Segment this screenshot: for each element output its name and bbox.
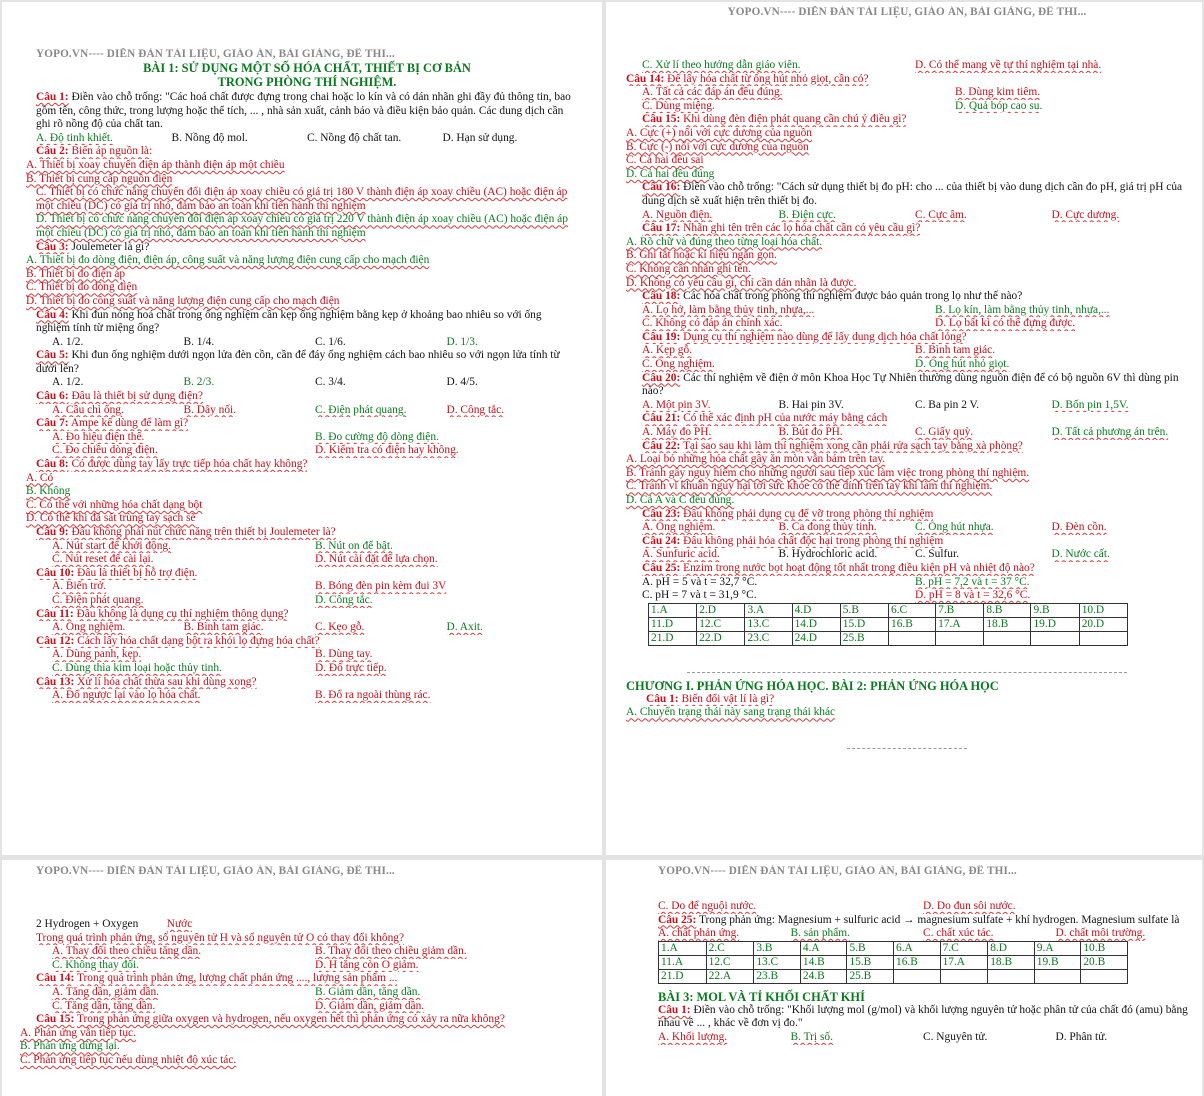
option-d[interactable]: D. Giảm dần, giảm dần.	[315, 999, 425, 1012]
chapter-title: CHƯƠNG I. PHẢN ỨNG HÓA HỌC. BÀI 2: PHẢN ỨNG HÓA HỌC	[626, 678, 999, 693]
answer-cell: 10.D	[1079, 603, 1127, 617]
option-c[interactable]: C. Thiết bị có chức năng chuyển đổi điện áp xoay chiều có giá trị 180 V thành điện áp xoay chiều (AC) hoặc điện áp một chiều (DC) có giá trị nhỏ, đảm bảo an toàn khi tiến hành thí nghiệm	[36, 186, 568, 212]
answer-cell: 13.C	[754, 955, 801, 969]
question-3: Câu 3: Joulemeter là gì?	[36, 240, 150, 253]
answer-cell: 1.A	[659, 941, 707, 955]
option-d[interactable]: D. chất môi trường.	[1055, 927, 1146, 940]
answer-cell: 9.B	[1031, 603, 1079, 617]
question-13: Câu 13: Xử lí hóa chất thừa sau khi dùng xong?	[36, 675, 257, 688]
option-c[interactable]: C. Do để nguội nước.	[658, 900, 757, 912]
question-9: Câu 9: Đâu không phải nút chức năng trên thiết bị Joulemeter là?	[36, 526, 336, 538]
option-a[interactable]: A. Lọ hở, làm bằng thủy tinh, nhựa,...	[642, 303, 815, 316]
option-c[interactable]: C. chất xúc tác.	[923, 927, 994, 940]
question-4-options	[36, 336, 578, 350]
question-25: Câu 25: Trong phản ứng: Magnesium + sulfuric acid → magnesium sulfate + khí hydrogen. Magnesium sulfate là	[658, 913, 1180, 926]
answer-cell: 2.D	[697, 603, 745, 617]
answer-row	[659, 941, 1128, 955]
option-b[interactable]: B. Hydrochloric acid.	[778, 548, 878, 561]
option-b[interactable]: B. Cực (-) nối với cực dương của nguồn	[626, 140, 809, 153]
lesson-subtitle: TRONG PHÒNG THÍ NGHIỆM.	[217, 75, 397, 89]
answer-cell	[1079, 631, 1127, 645]
question-11: Câu 11: Đâu không là dụng cụ thí nghiệm thông dụng?	[36, 607, 289, 620]
option-b[interactable]: B. Ca đong thủy tinh.	[778, 521, 877, 534]
option-d[interactable]: D. pH = 8 và t = 32,6 °C.	[915, 589, 1031, 602]
question-12: Câu 12: Cách lấy hóa chất dạng bột ra khỏi lọ đựng hóa chất?	[36, 634, 320, 647]
answer-cell	[936, 631, 984, 645]
option-a[interactable]: A. Tăng dần, giảm dần.	[52, 985, 160, 998]
option-a[interactable]: A. Thiết bị xoay chuyển điện áp thành điện áp một chiều	[26, 158, 285, 171]
question-4: Câu 4: Khi đun nóng hoá chất trong ống nghiệm cần kẹp ống nghiệm bằng kẹp ở khoảng bao nhiêu so với ống nghiệm tính từ miệng ống?	[36, 308, 542, 335]
option-b[interactable]: B. Điện cực.	[778, 208, 836, 221]
option-b[interactable]: B. Nồng độ mol.	[171, 131, 248, 144]
answer-cell: 2.C	[706, 941, 754, 955]
answer-row	[649, 617, 1128, 631]
question-12-options	[36, 648, 578, 662]
option-b[interactable]: B. Nút on để bật.	[315, 539, 393, 552]
option-a[interactable]: A. Loại bỏ những hóa chất gây ăn mòn vẫn bám trên tay.	[626, 453, 886, 466]
question-6: Câu 6: Đâu là thiết bị sử dụng điện?	[36, 390, 203, 403]
question-7: Câu 7: Ampe kế dùng để làm gì?	[36, 417, 189, 430]
option-d[interactable]: D. Đèn cồn.	[1051, 521, 1107, 534]
option-c[interactable]: C. Ống nghiệm.	[642, 358, 715, 371]
option-d[interactable]: D. Thiết bị có chức năng chuyển đổi điện áp xoay chiều có giá trị 220 V thành điện áp xoay chiều (AC) hoặc điện áp một chiều (DC) có giá trị nhỏ, đảm bảo an toàn khi tiến hành thí nghiệm	[36, 213, 568, 239]
option-a[interactable]: A. Nút start để khởi động.	[52, 539, 171, 552]
option-c[interactable]: C. 3/4.	[315, 376, 346, 389]
option-a[interactable]: A. Ống nghiệm.	[52, 621, 126, 634]
page-1	[2, 2, 602, 855]
option-a[interactable]: A. Phản ứng vẫn tiếp tục.	[20, 1026, 136, 1039]
question-16: Câu 16: Điền vào chỗ trống: "Cách sử dụng thiết bị đo pH: cho ... của thiết bị vào dung dịch cần đo pH, giá trị pH của dung dịch sẽ xuất hiện trên thiết bị đo.	[642, 181, 1183, 207]
page-header: YOPO.VN---- DIỄN ĐÀN TÀI LIỆU, GIÁO ÁN, BÀI GIẢNG, ĐỀ THI...	[36, 48, 395, 60]
option-c[interactable]: C. pH = 7 và t = 31,9 °C.	[642, 589, 757, 602]
question-10-options	[36, 580, 578, 594]
question-22: Câu 22: Tại sao sau khi làm thí nghiệm xong cần phải rửa sạch tay bằng xà phòng?	[642, 439, 1023, 452]
answer-cell	[940, 969, 988, 983]
option-d[interactable]: D. Lọ bất kì có thể đựng được.	[935, 317, 1076, 330]
page-header: YOPO.VN---- DIỄN ĐÀN TÀI LIỆU, GIÁO ÁN, BÀI GIẢNG, ĐỀ THI...	[727, 6, 1087, 18]
question-1: Câu 1: Điền vào chỗ trống: "Khối lượng mol (g/mol) và khối lượng nguyên tử hoặc phân tử của chất đó (amu) bằng nhau về ... , khác về đơn vị đo."	[658, 1003, 1188, 1030]
option-a[interactable]: A. Nguồn điện.	[642, 208, 713, 221]
answer-row	[649, 603, 1128, 617]
option-d[interactable]: D. 1/3.	[446, 335, 478, 348]
option-b[interactable]: B. Giảm dần, tăng dần.	[315, 985, 421, 998]
question-14: Câu 14: Để lấy hóa chất từ ống hút nhỏ giọt, cần có?	[626, 72, 869, 85]
question-6-options	[36, 404, 578, 418]
answer-row	[649, 631, 1128, 645]
answer-cell: 4.A	[800, 941, 847, 955]
option-b[interactable]: B. 2/3.	[183, 376, 215, 389]
answer-cell: 20.D	[1079, 617, 1127, 631]
answer-cell: 20.B	[1081, 955, 1128, 969]
option-a[interactable]: A. Tất cả các đáp án đều đúng.	[642, 86, 783, 99]
question-18: Câu 18: Các hóa chất trong phòng thí nghiệm được bảo quản trong lọ như thế nào?	[642, 290, 1023, 303]
question-15: Câu 15: Trong phản ứng giữa oxygen và hydrogen, nếu oxygen hết thì phản ứng có xảy ra nữa không?	[36, 1013, 505, 1026]
answer-cell: 6.A	[894, 941, 941, 955]
answer-cell	[1031, 631, 1079, 645]
option-c[interactable]: C. Dùng thìa kim loại hoặc thủy tinh.	[52, 661, 222, 674]
question-23: Câu 23: Đâu không phải dụng cụ để vỡ trong phòng thí nghiệm	[642, 507, 934, 520]
option-c[interactable]: C. Nồng độ chất tan.	[307, 131, 402, 144]
option-c[interactable]: C. Sulfur.	[915, 548, 959, 561]
option-b[interactable]: B. Bút đo PH.	[778, 426, 843, 439]
option-c[interactable]: C. Ba pin 2 V.	[915, 398, 980, 411]
answer-cell: 25.B	[840, 631, 888, 645]
option-d[interactable]: D. Công tắc.	[315, 593, 373, 606]
answer-cell: 16.B	[889, 617, 936, 631]
option-d[interactable]: D. Hạn sử dụng.	[442, 131, 518, 144]
question-13-options-cont	[626, 59, 1188, 73]
answer-cell: 12.C	[697, 617, 745, 631]
question-13-text: Trong quá trình phản ứng, số nguyên tử H và số nguyên tử O có thay đổi không?	[36, 931, 405, 944]
page-4	[606, 860, 1202, 1096]
question-10: Câu 10: Đâu là thiết bị hỗ trợ điện.	[36, 566, 198, 579]
question-13-options	[36, 689, 578, 703]
answer-cell: 19.D	[1031, 617, 1079, 631]
option-b[interactable]: B. Đo cường độ dòng điện.	[315, 430, 439, 443]
option-d[interactable]: D. Tất cả phương án trên.	[1051, 426, 1169, 439]
option-a[interactable]: A. Biến trở.	[52, 580, 107, 593]
question-7-options	[36, 431, 578, 445]
option-b[interactable]: B. Dùng tay.	[315, 648, 373, 661]
lesson-title: BÀI 3: MOL VÀ TỈ KHỐI CHẤT KHÍ	[658, 989, 865, 1004]
option-a[interactable]: A. Thiết bị đo dòng điện, điện áp, công suất và năng lượng điện cung cấp cho mạch điện	[26, 254, 430, 267]
answer-cell: 23.B	[754, 969, 801, 983]
question-1-options	[36, 132, 578, 146]
option-d[interactable]: D. Không có yêu cầu gì, chỉ cần dán nhãn là được.	[626, 276, 857, 289]
answer-cell	[984, 631, 1031, 645]
option-b[interactable]: B. Trị số.	[790, 1030, 833, 1043]
option-c[interactable]: C. Tăng dần, tăng dần.	[52, 999, 156, 1012]
option-d[interactable]: D. Quả bóp cao su.	[955, 99, 1043, 112]
answer-cell: 13.C	[745, 617, 792, 631]
option-d[interactable]: D. 4/5.	[446, 376, 478, 389]
page-header: YOPO.VN---- DIỄN ĐÀN TÀI LIỆU, GIÁO ÁN, BÀI GIẢNG, ĐỀ THI...	[658, 865, 1017, 877]
answer-cell: 22.D	[697, 631, 745, 645]
question-5-options	[36, 376, 578, 390]
answer-cell: 3.A	[745, 603, 792, 617]
answer-cell: 23.C	[745, 631, 792, 645]
chapter-question-1: Câu 1: Biến đổi vật lí là gì?	[646, 692, 775, 705]
question-11-options	[36, 621, 578, 635]
option-d[interactable]: D. Cả A và C đều đúng.	[626, 494, 735, 506]
option-d[interactable]: D. Nước cất.	[1051, 548, 1110, 561]
option-c[interactable]: C. Không có đáp án chính xác.	[642, 317, 783, 330]
question-15: Câu 15: Khi dùng đèn điện phát quang cần chú ý điều gì?	[642, 113, 907, 126]
answer-cell: 11.D	[649, 617, 697, 631]
option-b[interactable]: B. Dây nối.	[183, 403, 237, 416]
option-c[interactable]: C. Nguyên tử.	[923, 1030, 988, 1043]
answer-cell: 21.D	[649, 631, 697, 645]
option-b[interactable]: B. pH = 7,2 và t = 37 °C.	[915, 575, 1030, 588]
option-d[interactable]: D. Cực dương.	[1051, 208, 1120, 221]
answer-cell: 17.A	[936, 617, 984, 631]
answer-cell: 3.B	[754, 941, 801, 955]
option-a[interactable]: A. 1/2.	[52, 376, 84, 389]
answer-cell: 5.B	[840, 603, 888, 617]
answer-cell: 14.B	[800, 955, 847, 969]
option-a[interactable]: A. Có	[26, 471, 54, 484]
option-a[interactable]: A. pH = 5 và t = 32,7 °C.	[642, 575, 758, 588]
option-c[interactable]: C. Điện phát quang.	[52, 593, 144, 606]
option-b[interactable]: B. Đổ ra ngoài thùng rác.	[315, 689, 431, 702]
answer-cell: 17.A	[940, 955, 988, 969]
option-c[interactable]: C. 1/6.	[315, 335, 346, 348]
option-d[interactable]: D. Đổ trực tiếp.	[315, 661, 387, 674]
option-c[interactable]: C. Xử lí theo hướng dẫn giáo viên.	[642, 59, 801, 71]
answer-cell: 1.A	[649, 603, 697, 617]
option-b[interactable]: B. Bình tam giác.	[915, 344, 996, 357]
option-a[interactable]: A. Kẹp gỗ.	[642, 344, 692, 357]
option-a[interactable]: A. Dùng panh, kẹp.	[52, 648, 142, 661]
option-c[interactable]: C. Giấy quỳ.	[915, 426, 974, 439]
option-a[interactable]: A. Thay đổi theo chiều tăng dần.	[52, 945, 202, 958]
answer-cell: 7.C	[940, 941, 988, 955]
option-d[interactable]: D. Do đun sôi nước.	[923, 900, 1016, 912]
question-1: Câu 1: Điền vào chỗ trống: "Các hoá chất được đựng trong chai hoặc lo kín và có dán nhãn ghi đầy đủ thông tin, bao gồm tên, công thức, trong lượng hoặc thể tích, ... , nhà sản xuất, cảnh báo và điều kiện bảo quản. Các dung dịch cần ghi rõ nồng độ của chất tan.	[36, 91, 571, 131]
option-a[interactable]: A. Cầu chì ống.	[52, 403, 124, 416]
option-c[interactable]: C. Không cần nhãn ghi tên.	[626, 262, 751, 275]
option-d[interactable]: D. Công tắc.	[446, 403, 505, 416]
option-b[interactable]: B. 1/4.	[183, 335, 215, 348]
answer-table	[658, 941, 1128, 984]
answer-cell	[1081, 969, 1128, 983]
option-b[interactable]: B. Thay đổi theo chiều giảm dần.	[315, 945, 467, 958]
option-d[interactable]: D. H tăng còn O giảm.	[315, 958, 419, 971]
answer-cell: 7.B	[936, 603, 984, 617]
answer-cell: 8.D	[988, 941, 1035, 955]
option-b[interactable]: B. Bóng đèn pin kèm đui 3V	[315, 580, 447, 593]
answer-cell: 9.A	[1034, 941, 1081, 955]
option-c[interactable]: C. Không thay đổi.	[52, 958, 140, 971]
answer-cell: 8.B	[984, 603, 1031, 617]
question-5: Câu 5: Khi đun ống nghiệm dưới ngọn lửa đèn cồn, cần để đáy ống nghiệm cách bao nhiêu so với ngọn lửa tính từ dưới lên?	[36, 349, 560, 375]
lesson-title: BÀI 1: SỬ DỤNG MỘT SỐ HÓA CHẤT, THIẾT BỊ CƠ BẢN	[143, 61, 471, 75]
option-b[interactable]: B. Lọ kín, làm bằng thủy tinh, nhựa,...	[935, 303, 1110, 316]
option-c[interactable]: C. Kẹo gỗ.	[315, 621, 365, 634]
option-d[interactable]: D. Kiểm tra có điện hay không.	[315, 444, 459, 457]
page-3	[2, 860, 602, 1096]
option-a[interactable]: A. 1/2.	[52, 335, 84, 348]
answer-table	[648, 603, 1128, 646]
option-b[interactable]: B. sản phẩm.	[790, 927, 850, 940]
option-b[interactable]: B. Tránh gây nguy hiểm cho những người sau tiếp xúc làm việc trong phòng thí nghiệm.	[626, 466, 1030, 479]
option-b[interactable]: B. Ghi tắt hoặc kí hiệu ngắn gọn.	[626, 249, 777, 262]
answer-cell: 5.B	[847, 941, 894, 955]
option-d[interactable]: D. Thiết bị đo công suất và năng lượng điện cung cấp cho mạch điện	[26, 294, 340, 307]
option-a[interactable]: A. Khối lượng.	[658, 1030, 728, 1043]
answer-cell: 24.B	[800, 969, 847, 983]
option-b[interactable]: B. Không	[26, 485, 71, 498]
answer-cell: 15.D	[840, 617, 888, 631]
answer-cell: 11.A	[659, 955, 707, 969]
option-d[interactable]: D. Có thể khi đã sát trùng tay sạch sẽ	[26, 512, 196, 525]
option-d[interactable]: D. Ống hút nhỏ giọt.	[915, 358, 1010, 371]
answer-cell: 12.C	[706, 955, 754, 969]
option-b[interactable]: B. Hai pin 3V.	[778, 398, 844, 411]
option-a[interactable]: A. Một pin 3V.	[642, 398, 711, 411]
option-a[interactable]: A. Cực (+) nối với cực dương của nguồn	[626, 126, 812, 139]
question-20: Câu 20: Các thí nghiệm về điện ở môn Khoa Học Tự Nhiên thường dùng nguồn điện để có bộ nguồn 6V thì dùng pin nào?	[642, 371, 1179, 398]
option-a[interactable]: A. Đo hiệu điện thế.	[52, 430, 145, 443]
answer-cell: 6.C	[889, 603, 936, 617]
question-14: Câu 14: Trong quá trình phản ứng, lượng chất phản ứng ...., lượng sản phẩm ...	[36, 972, 398, 985]
option-b[interactable]: B. Thiết bị đo điện áp	[26, 267, 126, 280]
answer-row	[659, 955, 1128, 969]
option-a[interactable]: A. Máy đo PH.	[642, 426, 712, 439]
answer-cell: 15.B	[847, 955, 894, 969]
option-a[interactable]: A. chất phản ứng.	[658, 927, 740, 940]
answer-cell: 18.B	[984, 617, 1031, 631]
answer-cell: 19.B	[1034, 955, 1081, 969]
question-19: Câu 19: Dụng cụ thí nghiệm nào dùng để lấy dung dịch hóa chất lỏng?	[642, 330, 967, 343]
answer-cell	[988, 969, 1035, 983]
option-c[interactable]: C. Phản ứng tiếp tục nếu dùng nhiệt độ xúc tác.	[20, 1053, 237, 1066]
option-c[interactable]: C. Cực âm.	[915, 208, 967, 221]
answer-cell: 14.D	[792, 617, 840, 631]
question-21: Câu 21: Có thể xác định pH của nước máy bằng cách	[642, 412, 888, 425]
option-d[interactable]: D. Bốn pin 1,5V.	[1051, 398, 1129, 411]
answer-cell: 22.A	[706, 969, 754, 983]
answer-cell	[1034, 969, 1081, 983]
option-c[interactable]: C. Thiết bị đo dòng điện	[26, 281, 138, 294]
option-a[interactable]: A. Ống nghiệm.	[642, 521, 716, 534]
option-a[interactable]: A. Chuyển trạng thái này sang trạng thái khác	[626, 706, 836, 719]
option-c[interactable]: C. Nút reset để cài lại.	[52, 553, 154, 566]
answer-cell: 18.B	[988, 955, 1035, 969]
option-d[interactable]: D. Cả hai đều đúng	[626, 167, 715, 180]
question-17: Câu 17: Nhãn ghi tên trên các lọ hóa chất cần có yêu cầu gì?	[642, 222, 921, 235]
question-25: Câu 25: Enzim trong nước bọt hoạt động tốt nhất trong điều kiện pH và nhiệt độ nào?	[642, 561, 1035, 574]
option-a[interactable]: A. Đổ ngược lại vào lọ hóa chất.	[52, 689, 201, 702]
option-b[interactable]: B. Phản ứng dừng lại.	[20, 1040, 120, 1053]
option-d[interactable]: D. Phân tử.	[1055, 1030, 1108, 1043]
question-8: Câu 8: Có được dùng tay lấy trực tiếp hóa chất hay không?	[36, 458, 308, 471]
option-b[interactable]: B. Bình tam giác.	[183, 621, 264, 634]
option-b[interactable]: B. Dùng kim tiêm.	[955, 86, 1041, 99]
option-c[interactable]: C. Tránh vi khuẩn nguy hại tới sức khỏe có thể dính trên tay khi làm thí nghiệm.	[626, 480, 993, 493]
answer-cell: 10.B	[1081, 941, 1128, 955]
option-d[interactable]: D. Nút cài đặt để lựa chọn.	[315, 553, 438, 566]
answer-cell	[889, 631, 936, 645]
answer-cell: 4.D	[792, 603, 840, 617]
option-d[interactable]: D. Có thể mang về tự thí nghiệm tại nhà.	[915, 59, 1102, 71]
option-c[interactable]: C. Điện phát quang.	[315, 403, 407, 416]
equation: 2 Hydrogen + Oxygen Nước	[36, 918, 193, 930]
option-a[interactable]: A. Rõ chữ và đúng theo từng loại hóa chất.	[626, 235, 823, 248]
answer-cell: 25.B	[847, 969, 894, 983]
option-c[interactable]: C. Đo chiều dòng điện.	[52, 444, 158, 457]
option-c[interactable]: C. Có thể với những hóa chất dạng bột	[26, 498, 203, 511]
option-b[interactable]: B. Thiết bị cung cấp nguồn điện	[26, 172, 173, 185]
answer-cell: 24.D	[792, 631, 840, 645]
option-c[interactable]: C. Dùng miệng.	[642, 99, 715, 112]
answer-cell: 16.B	[894, 955, 941, 969]
answer-row	[659, 969, 1128, 983]
divider	[687, 672, 1127, 673]
answer-cell	[894, 969, 941, 983]
option-a[interactable]: A. Sunfuric acid.	[642, 548, 720, 561]
answer-cell: 21.D	[659, 969, 707, 983]
question-9-options	[36, 540, 578, 554]
option-c[interactable]: C. Ống hút nhựa.	[915, 521, 994, 534]
question-2: Câu 2: Biến áp nguồn là:	[36, 145, 153, 158]
page-header: YOPO.VN---- DIỄN ĐÀN TÀI LIỆU, GIÁO ÁN, BÀI GIẢNG, ĐỀ THI...	[36, 865, 395, 877]
question-24: Câu 24: Đâu không phải hóa chất độc hại trong phòng thí nghiệm	[642, 534, 944, 547]
option-a[interactable]: A. Độ tinh khiết.	[36, 131, 113, 144]
option-c[interactable]: C. Cả hai đều sai	[626, 154, 704, 167]
divider	[847, 748, 967, 749]
page-2	[606, 2, 1202, 855]
option-d[interactable]: D. Axit.	[446, 621, 483, 634]
